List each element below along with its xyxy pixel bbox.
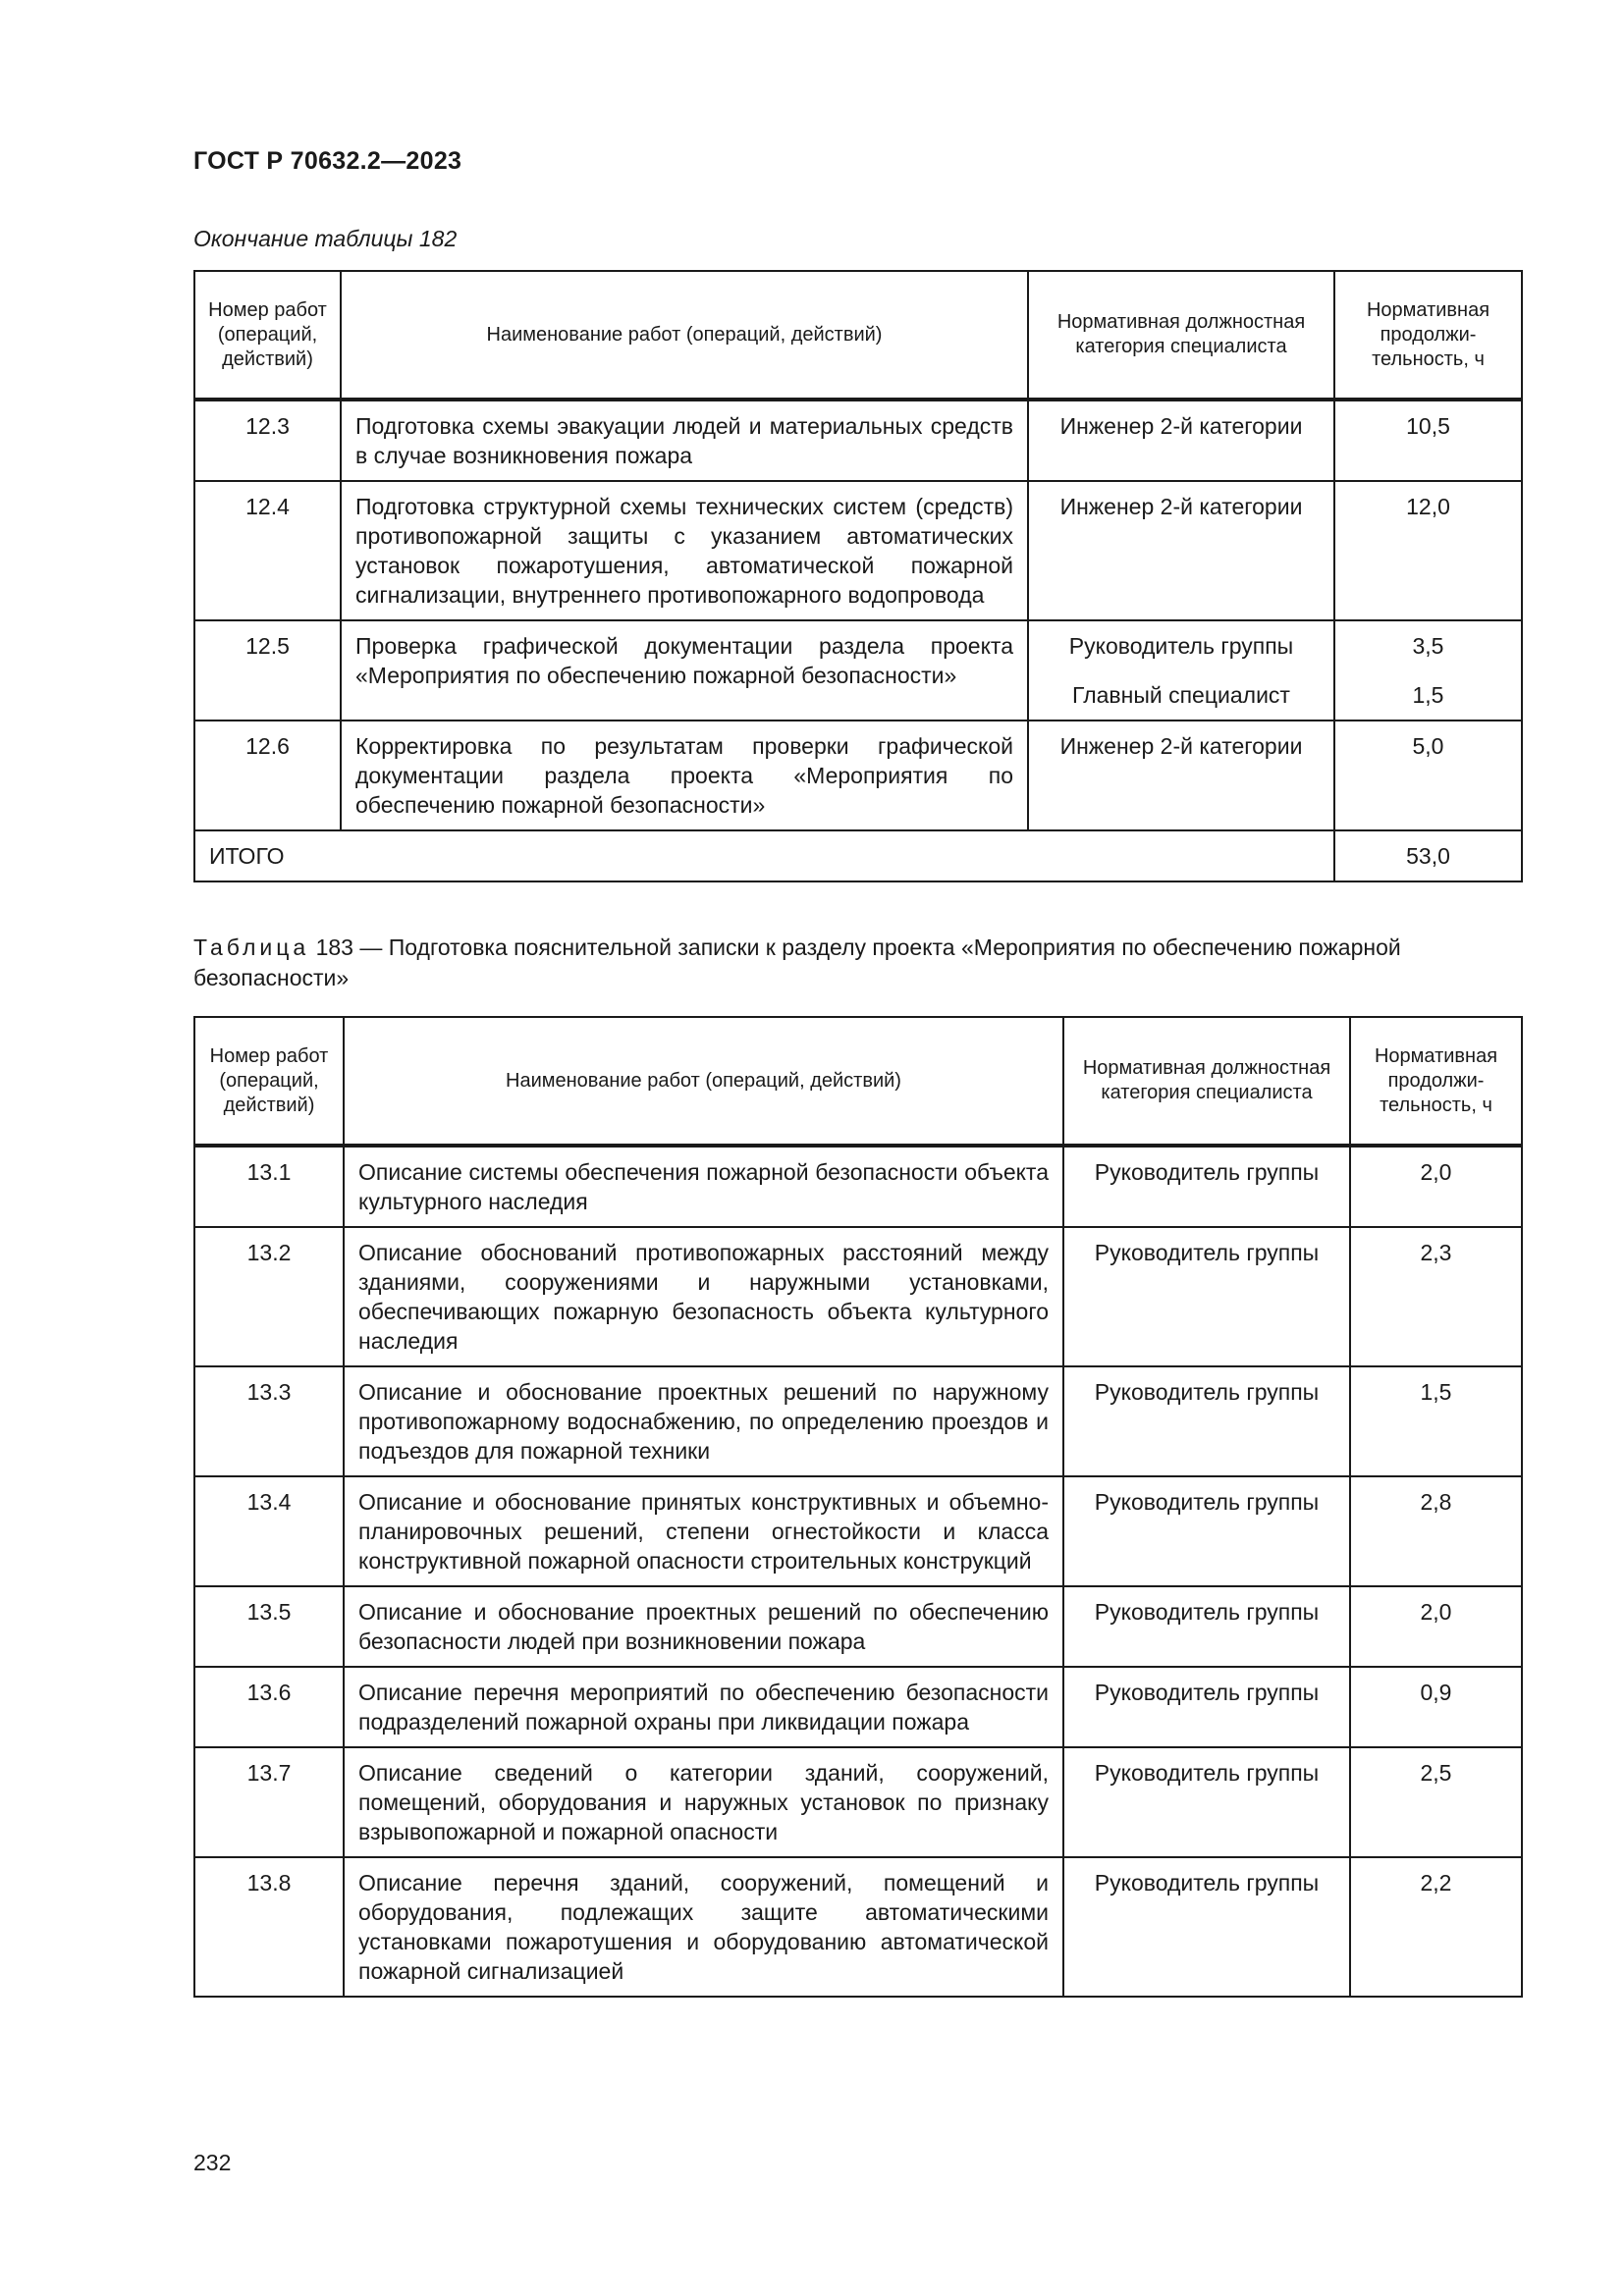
table-183-caption (193, 933, 1521, 993)
table-182-caption: Окончание таблицы 182 (193, 226, 458, 251)
duration-value: 2,8 (1350, 1476, 1522, 1586)
table-row (194, 1667, 1522, 1747)
total-label: ИТОГО (194, 830, 1334, 881)
duration-value: 2,0 (1350, 1586, 1522, 1667)
table-row (194, 1227, 1522, 1366)
work-name: Корректировка по результатам проверки графической документации раздела проекта «Мероприятия по обеспечению пожарной безопасности» (341, 721, 1028, 830)
specialist-category: Руководитель группы (1063, 1227, 1350, 1366)
specialist-category: Руководитель группы (1063, 1586, 1350, 1667)
duration-value (1334, 620, 1522, 721)
column-header-duration: Нормативная продолжи-тельность, ч (1350, 1017, 1522, 1146)
specialist-category: Руководитель группы (1063, 1476, 1350, 1586)
table-row (194, 1366, 1522, 1476)
specialist-category: Руководитель группы (1063, 1667, 1350, 1747)
work-name: Описание и обоснование проектных решений по обеспечению безопасности людей при возникновении пожара (344, 1586, 1063, 1667)
table-row (194, 1586, 1522, 1667)
page-number: 232 (193, 2150, 232, 2175)
work-name: Подготовка схемы эвакуации людей и материальных средств в случае возникновения пожара (341, 400, 1028, 481)
table-row (194, 721, 1522, 830)
specialist-category: Инженер 2-й категории (1028, 481, 1334, 620)
duration-value: 2,0 (1350, 1146, 1522, 1227)
duration-value: 2,5 (1350, 1747, 1522, 1857)
row-number: 13.4 (194, 1476, 344, 1586)
table-row (194, 400, 1522, 481)
table-183-caption-prefix: Таблица (193, 934, 310, 960)
work-name: Подготовка структурной схемы технических систем (средств) противопожарной защиты с указанием автоматических установок пожаротушения, автоматической пожарной сигнализации, внутреннего противопожарного водопровода (341, 481, 1028, 620)
duration-line: 1,5 (1412, 682, 1444, 708)
specialist-category: Инженер 2-й категории (1028, 400, 1334, 481)
duration-line: 3,5 (1412, 633, 1444, 659)
duration-value: 0,9 (1350, 1667, 1522, 1747)
table-row (194, 1857, 1522, 1997)
work-name: Описание и обоснование принятых конструктивных и объемно-планировочных решений, степени огнестойкости и класса конструктивной пожарной опасности строительных конструкций (344, 1476, 1063, 1586)
total-value: 53,0 (1334, 830, 1522, 881)
row-number: 13.2 (194, 1227, 344, 1366)
work-name: Описание перечня мероприятий по обеспечению безопасности подразделений пожарной охраны при ликвидации пожара (344, 1667, 1063, 1747)
column-header-duration: Нормативная продолжи-тельность, ч (1334, 271, 1522, 400)
column-header-category: Нормативная должностная категория специалиста (1028, 271, 1334, 400)
work-name: Описание перечня зданий, сооружений, помещений и оборудования, подлежащих защите автоматическими установками пожаротушения и оборудованию автоматической пожарной сигнализацией (344, 1857, 1063, 1997)
row-number: 13.8 (194, 1857, 344, 1997)
specialist-category: Руководитель группы (1063, 1747, 1350, 1857)
table-row (194, 1476, 1522, 1586)
row-number: 12.4 (194, 481, 341, 620)
work-name: Описание обоснований противопожарных расстояний между зданиями, сооружениями и наружными установками, обеспечивающих пожарную безопасность объекта культурного наследия (344, 1227, 1063, 1366)
table-row (194, 620, 1522, 721)
specialist-category: Инженер 2-й категории (1028, 721, 1334, 830)
category-line: Главный специалист (1072, 682, 1290, 708)
row-number: 13.7 (194, 1747, 344, 1857)
table-183 (193, 1016, 1523, 1998)
table-row (194, 1146, 1522, 1227)
row-number: 13.1 (194, 1146, 344, 1227)
duration-value: 2,3 (1350, 1227, 1522, 1366)
total-row (194, 830, 1522, 881)
specialist-category: Руководитель группы (1063, 1146, 1350, 1227)
work-name: Проверка графической документации раздела проекта «Мероприятия по обеспечению пожарной безопасности» (341, 620, 1028, 721)
row-number: 13.3 (194, 1366, 344, 1476)
duration-value: 12,0 (1334, 481, 1522, 620)
duration-value: 1,5 (1350, 1366, 1522, 1476)
table-183-header-row (194, 1017, 1522, 1146)
duration-value: 5,0 (1334, 721, 1522, 830)
column-header-number: Номер работ (операций, действий) (194, 271, 341, 400)
row-number: 12.5 (194, 620, 341, 721)
table-182 (193, 270, 1523, 882)
row-number: 13.5 (194, 1586, 344, 1667)
document-code: ГОСТ Р 70632.2—2023 (193, 147, 462, 175)
row-number: 12.3 (194, 400, 341, 481)
work-name: Описание системы обеспечения пожарной безопасности объекта культурного наследия (344, 1146, 1063, 1227)
specialist-category: Руководитель группы (1063, 1857, 1350, 1997)
column-header-name: Наименование работ (операций, действий) (344, 1017, 1063, 1146)
table-183-caption-title: 183 — Подготовка пояснительной записки к разделу проекта «Мероприятия по обеспечению пожарной безопасности» (193, 934, 1401, 990)
column-header-category: Нормативная должностная категория специалиста (1063, 1017, 1350, 1146)
specialist-category: Руководитель группы (1063, 1366, 1350, 1476)
table-182-header-row (194, 271, 1522, 400)
work-name: Описание и обоснование проектных решений по наружному противопожарному водоснабжению, по определению проездов и подъездов для пожарной техники (344, 1366, 1063, 1476)
row-number: 13.6 (194, 1667, 344, 1747)
category-line: Руководитель группы (1068, 633, 1294, 659)
work-name: Описание сведений о категории зданий, сооружений, помещений, оборудования и наружных установок по признаку взрывопожарной и пожарной опасности (344, 1747, 1063, 1857)
specialist-category (1028, 620, 1334, 721)
duration-value: 10,5 (1334, 400, 1522, 481)
column-header-number: Номер работ (операций, действий) (194, 1017, 344, 1146)
table-row (194, 481, 1522, 620)
duration-value: 2,2 (1350, 1857, 1522, 1997)
column-header-name: Наименование работ (операций, действий) (341, 271, 1028, 400)
row-number: 12.6 (194, 721, 341, 830)
table-row (194, 1747, 1522, 1857)
